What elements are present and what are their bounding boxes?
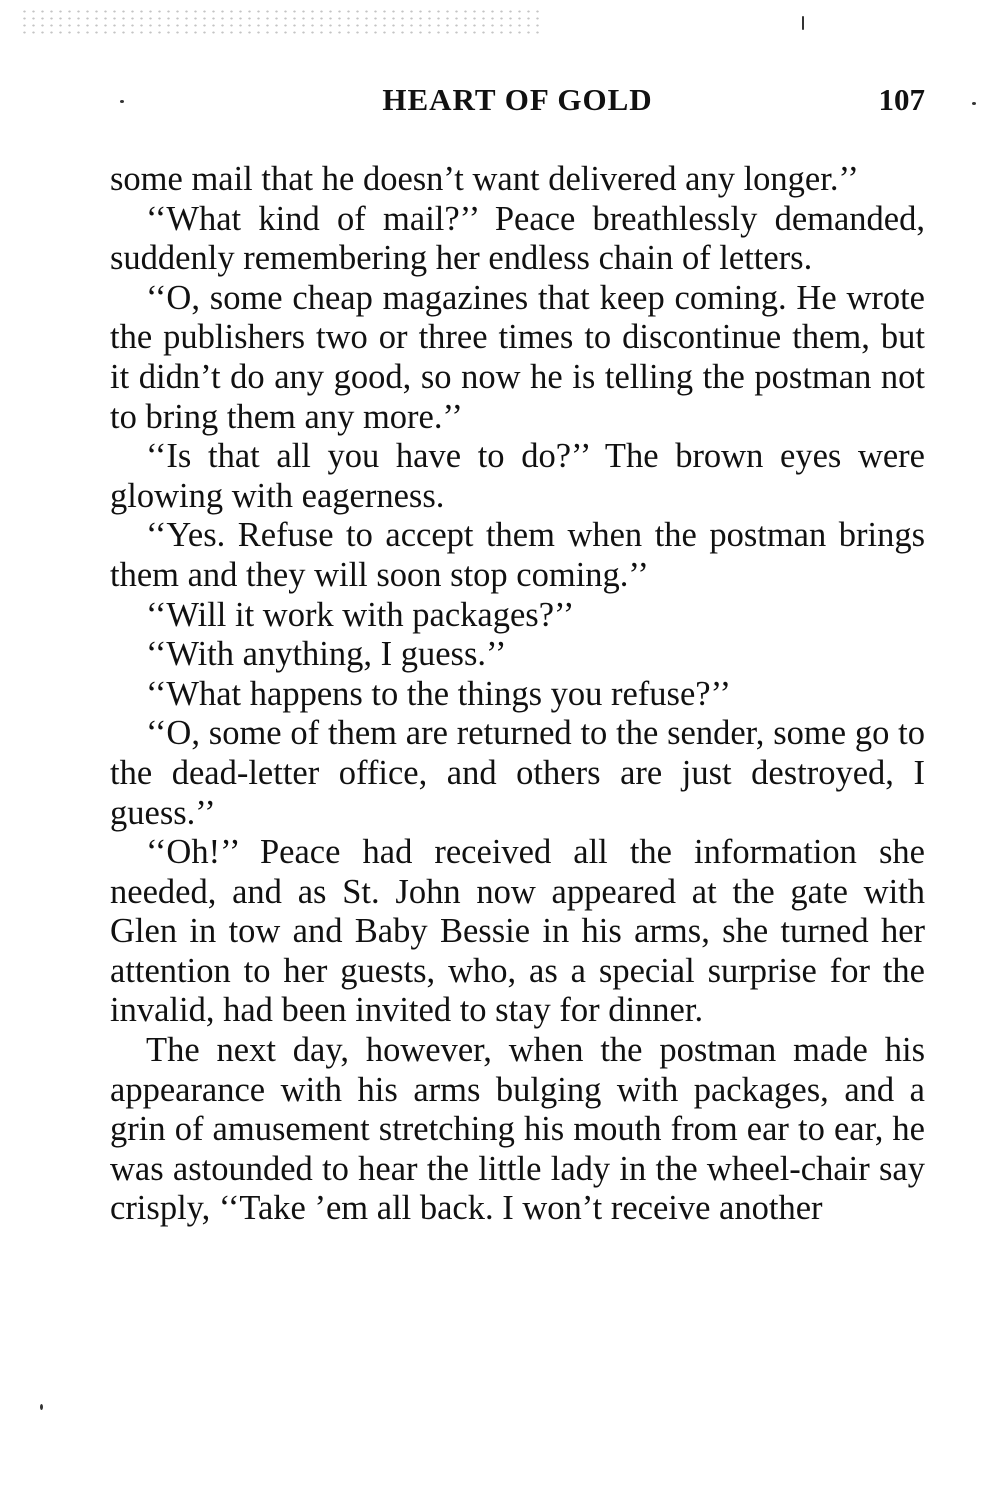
paragraph: ‘‘Yes. Refuse to accept them when the postman brings them and they will soon stop coming.’’: [110, 516, 925, 594]
paragraph: ‘‘With anything, I guess.’’: [146, 635, 507, 674]
paragraph: ‘‘Will it work with packages?’’: [146, 595, 575, 634]
page-number: 107: [878, 82, 925, 117]
page-header: [110, 80, 925, 124]
body-text: [110, 160, 925, 1229]
paragraph: ‘‘What kind of mail?’’ Peace breathlessly demanded, suddenly remembering her endless chain of letters.: [110, 199, 925, 278]
paragraph: ‘‘O, some of them are returned to the sender, some go to the dead-letter office, and others are just destroyed, I guess.’’: [110, 714, 925, 832]
scan-speck: [802, 16, 804, 30]
paragraph: ‘‘O, some cheap magazines that keep coming. He wrote the publishers two or three times to discontinue them, but it didn’t do any good, so now he is telling the postman not to bring them any more.’’: [110, 278, 925, 436]
scan-noise: [20, 8, 540, 38]
paragraph: The next day, however, when the postman made his appearance with his arms bulging with packages, and a grin of amusement stretching his mouth from ear to ear, he was astounded to hear the little lady in the wheel-chair say crisply, ‘‘Take ’em all back. I won’t receive another: [110, 1031, 925, 1228]
running-title: HEART OF GOLD: [382, 82, 653, 117]
paragraph: ‘‘What happens to the things you refuse?’’: [146, 674, 732, 713]
paragraph: ‘‘Is that all you have to do?’’ The brown eyes were glowing with eagerness.: [110, 437, 925, 515]
scan-speck: [40, 1404, 43, 1410]
paragraph: some mail that he doesn’t want delivered any longer.’’: [110, 160, 859, 198]
scan-speck: [972, 102, 976, 105]
paragraph: ‘‘Oh!’’ Peace had received all the information she needed, and as St. John now appeared at the gate with Glen in tow and Baby Bessie in his arms, she turned her attention to her guests, who, as a special surprise for the invalid, had been invited to stay for dinner.: [110, 833, 925, 1030]
